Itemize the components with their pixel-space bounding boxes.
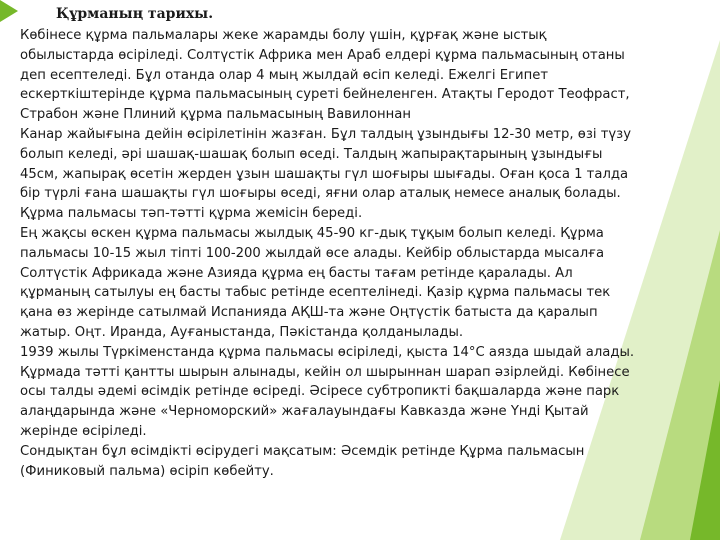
body-text [20,26,702,481]
text-line: Көбінесе құрма пальмалары жеке жарамды болу үшін, құрғақ және ыстық [20,28,547,43]
text-line: осы талды әдемі өсімдік ретінде өсіреді. Әсіресе субтропикті бақшаларда және парк [20,384,620,400]
text-line: жатыр. Оңт. Иранда, Ауғаныстанда, Пәкістанда қолданылады. [20,324,464,340]
text-line: Құрма пальмасы тәп-тәтті құрма жемісін береді. [20,206,363,222]
slide-title: Құрманың тарихы. [56,6,214,22]
text-line: жерінде өсіріледі. [20,423,147,439]
text-line: бір түрлі ғана шашақты гүл шоғыры өседі, яғни олар аталық немесе аналық болады. [20,186,621,202]
text-line: Сондықтан бұл өсімдікті өсірудегі мақсатым: Әсемдік ретінде Құрма пальмасын [20,443,585,459]
text-line: (Финиковый пальма) өсіріп көбейту. [20,463,274,479]
text-line: құрманың сатылуы ең басты табыс ретінде есептелінеді. Қазір құрма пальмасы тек [20,285,611,301]
text-line: 45см, жапырақ өсетін жерден ұзын шашақты гүл шоғыры шығады. Оған қоса 1 талда [20,166,629,182]
text-line: пальмасы 10-15 жыл тіпті 100-200 жылдай өсе алады. Кейбір облыстарда мысалға [20,245,605,261]
text-line: болып келеді, әрі шашақ-шашақ болып өседі. Талдың жапырақтарының ұзындығы [20,146,603,162]
text-line: алаңдарында және «Черноморский» жағалауындағы Кавказда және Үнді Қытай [20,404,589,420]
text-line: 1939 жылы Түркіменстанда құрма пальмасы өсіріледі, қыста 14°С аязда шыдай алады. [20,344,635,360]
text-line: Канар жайығына дейін өсірілетінін жазған. Бұл талдың ұзындығы 12-30 метр, өзі түзу [20,126,631,142]
text-line: деп есептеледі. Бұл отанда олар 4 мың жылдай өсіп келеді. Ежелгі Египет [20,67,549,83]
text-line: Құрмада тәтті қантты шырын алынады, кейін ол шырыннан шарап әзірлейді. Көбінесе [20,364,630,380]
text-line: Солтүстік Африкада және Азияда құрма ең басты тағам ретінде қаралады. Ал [20,265,573,281]
top-left-triangle [0,0,18,22]
text-line: Страбон және Плиний құрма пальмасының Вавилоннан [20,107,411,123]
text-line: Ең жақсы өскен құрма пальмасы жылдық 45-90 кг-дық тұқым болып келеді. Құрма [20,225,604,241]
text-line: қана өз жерінде сатылмай Испанияда АҚШ-та және Оңтүстік батыста да қаралып [20,305,598,321]
text-line: ескерткіштерінде құрма пальмасының суреті бейнеленген. Атақты Геродот Теофраст, [20,87,630,103]
text-line: обылыстарда өсіріледі. Солтүстік Африка мен Араб елдері құрма пальмасының отаны [20,47,625,63]
